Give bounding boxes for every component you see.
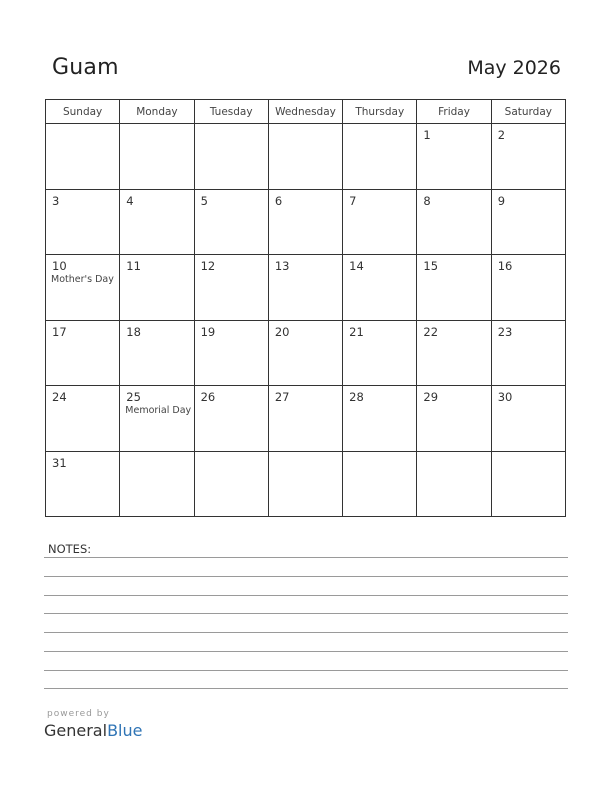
- day-cell: [46, 124, 120, 190]
- day-cell: [120, 124, 194, 190]
- note-line: [44, 576, 568, 577]
- day-cell: [491, 189, 565, 255]
- day-cell: [194, 451, 268, 517]
- weekday-header-row: [46, 100, 566, 124]
- day-cell: [268, 451, 342, 517]
- day-cell: [343, 320, 417, 386]
- day-cell: [268, 124, 342, 190]
- note-line: [44, 613, 568, 614]
- day-cell: [343, 124, 417, 190]
- powered-by-text: powered by: [47, 709, 110, 719]
- day-cell: [417, 255, 491, 321]
- day-number: 1: [423, 128, 431, 142]
- day-number: 2: [497, 128, 506, 142]
- calendar-week-row: [46, 386, 566, 452]
- calendar-week-row: [46, 255, 566, 321]
- day-number: 11: [126, 259, 141, 273]
- day-cell: [120, 451, 194, 517]
- weekday-header: Thursday: [343, 100, 417, 124]
- day-cell: [46, 255, 120, 321]
- day-number: 30: [497, 390, 513, 404]
- day-cell: [194, 124, 268, 190]
- day-number: 27: [274, 390, 290, 404]
- day-number: 23: [497, 324, 513, 339]
- day-cell: [268, 255, 342, 321]
- day-number: 5: [200, 193, 208, 208]
- day-cell: [46, 386, 120, 452]
- day-cell: [417, 451, 491, 517]
- day-cell: [343, 386, 417, 452]
- brand-general: General: [44, 721, 108, 740]
- day-cell: [46, 320, 120, 386]
- day-cell: [268, 386, 342, 452]
- day-number: 14: [349, 259, 364, 273]
- day-cell: [120, 255, 194, 321]
- calendar-week-row: [46, 124, 566, 190]
- calendar-week-row: [46, 451, 566, 517]
- month-year-title: May 2026: [467, 57, 561, 79]
- day-number: 12: [200, 259, 216, 273]
- day-number: 22: [423, 324, 439, 339]
- calendar-week-row: [46, 189, 566, 255]
- holiday-label: Mother's Day: [51, 274, 114, 285]
- weekday-header: Saturday: [491, 100, 565, 124]
- day-number: 7: [349, 193, 357, 208]
- calendar-week-row: [46, 320, 566, 386]
- weekday-header: Friday: [417, 100, 491, 124]
- day-cell: [194, 255, 268, 321]
- weekday-header: Monday: [120, 100, 194, 124]
- day-number: 31: [52, 455, 67, 470]
- weekday-header: Tuesday: [194, 100, 268, 124]
- note-line: [44, 670, 568, 671]
- day-number: 17: [52, 324, 67, 339]
- day-cell: [491, 320, 565, 386]
- day-cell: [46, 451, 120, 517]
- note-line: [44, 595, 568, 596]
- day-cell: [343, 451, 417, 517]
- day-number: 29: [423, 390, 439, 404]
- day-number: 15: [423, 259, 439, 273]
- day-number: 3: [52, 193, 60, 208]
- note-line: [44, 557, 568, 558]
- day-cell: [194, 189, 268, 255]
- day-number: 16: [497, 259, 513, 273]
- day-cell: [417, 124, 491, 190]
- calendar-weeks: [46, 124, 566, 517]
- day-number: 28: [349, 390, 364, 404]
- day-number: 13: [274, 259, 290, 273]
- note-line: [44, 688, 568, 689]
- day-number: 4: [126, 193, 134, 208]
- day-number: 24: [52, 390, 67, 404]
- day-cell: [491, 124, 565, 190]
- day-number: 6: [274, 193, 283, 208]
- day-cell: [343, 189, 417, 255]
- day-number: 9: [497, 193, 506, 208]
- day-cell: [268, 189, 342, 255]
- day-number: 21: [349, 324, 364, 339]
- holiday-label: Memorial Day: [125, 405, 192, 416]
- brand-blue: Blue: [107, 721, 143, 740]
- day-cell: [491, 451, 565, 517]
- brand-logo[interactable]: [44, 721, 142, 740]
- note-line: [44, 632, 568, 633]
- day-number: 18: [126, 324, 141, 339]
- region-title: Guam: [52, 55, 119, 80]
- day-cell: [417, 386, 491, 452]
- day-number: 19: [200, 324, 216, 339]
- day-number: 26: [200, 390, 216, 404]
- day-cell: [417, 320, 491, 386]
- day-cell: [194, 320, 268, 386]
- day-cell: [268, 320, 342, 386]
- note-line: [44, 651, 568, 652]
- day-cell: [343, 255, 417, 321]
- day-number: 25: [126, 390, 141, 404]
- day-number: 20: [274, 324, 290, 339]
- day-cell: [194, 386, 268, 452]
- day-cell: [120, 320, 194, 386]
- day-number: 10: [52, 259, 67, 273]
- notes-label: NOTES:: [48, 542, 92, 556]
- day-cell: [120, 386, 194, 452]
- weekday-header: Wednesday: [268, 100, 342, 124]
- weekday-header: Sunday: [46, 100, 120, 124]
- day-cell: [491, 255, 565, 321]
- day-cell: [46, 189, 120, 255]
- day-number: 8: [423, 193, 431, 208]
- calendar-grid: [45, 99, 566, 517]
- day-cell: [491, 386, 565, 452]
- day-cell: [417, 189, 491, 255]
- day-cell: [120, 189, 194, 255]
